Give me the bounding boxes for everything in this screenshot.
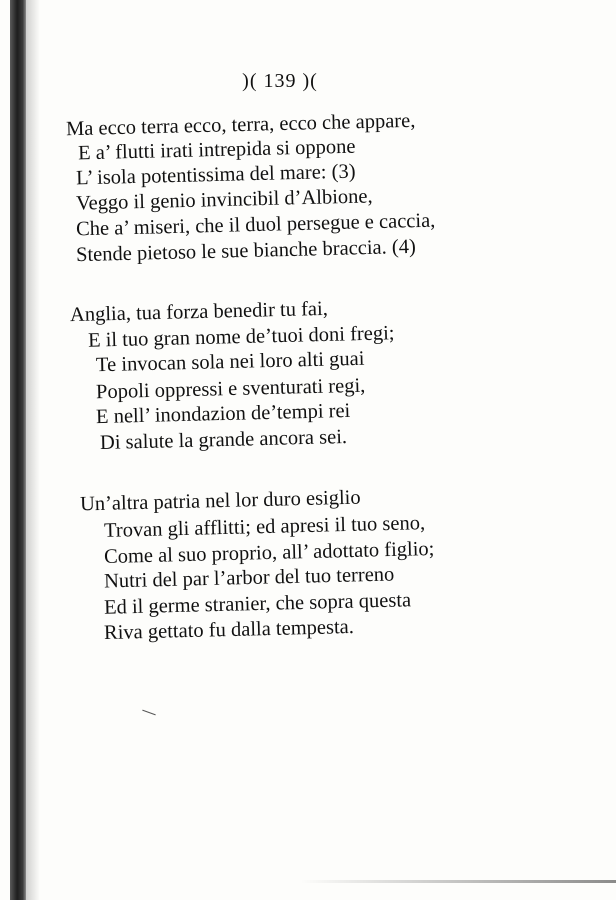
verse-line: Come al suo proprio, all’ adottato figlio; (103, 537, 435, 569)
verse-line: Nutri del par l’arbor del tuo terreno (103, 563, 395, 593)
verse-line: E il tuo gran nome de’tuoi doni fregi; (87, 322, 395, 352)
verse-line: Anglia, tua forza benedir tu fai, (69, 297, 329, 327)
verse-line: Te invocan sola nei loro alti guai (95, 347, 365, 377)
verse-line: Popoli oppressi e sventurati regi, (95, 374, 366, 404)
verse-line: E nell’ inondazion de’tempi rei (95, 399, 351, 429)
page-bottom-edge (300, 880, 616, 883)
spine-shadow (26, 0, 40, 900)
ink-speck (142, 710, 155, 716)
verse-line: E a’ flutti irati intrepida si oppone (77, 135, 356, 165)
book-spine (10, 0, 26, 900)
verse-line: Ed il germe stranier, che sopra questa (103, 589, 412, 619)
verse-line: Che a’ miseri, che il duol persegue e caccia, (75, 209, 436, 241)
page-number: )( 139 )( (242, 70, 318, 92)
verse-line: Di salute la grande ancora sei. (99, 425, 348, 455)
verse-line: Ma ecco terra ecco, terra, ecco che appare, (65, 109, 416, 141)
verse-line: L’ isola potentissima del mare: (3) (75, 160, 356, 190)
verse-line: Un’altra patria nel lor duro esiglio (79, 486, 361, 516)
verse-line: Riva gettato fu dalla tempesta. (103, 615, 355, 645)
verse-line: Veggo il genio invincibil d’Albione, (75, 185, 373, 215)
verse-line: Trovan gli afflitti; ed apresi il tuo seno, (103, 512, 426, 542)
verse-line: Stende pietoso le sue bianche braccia. (4) (75, 235, 417, 267)
